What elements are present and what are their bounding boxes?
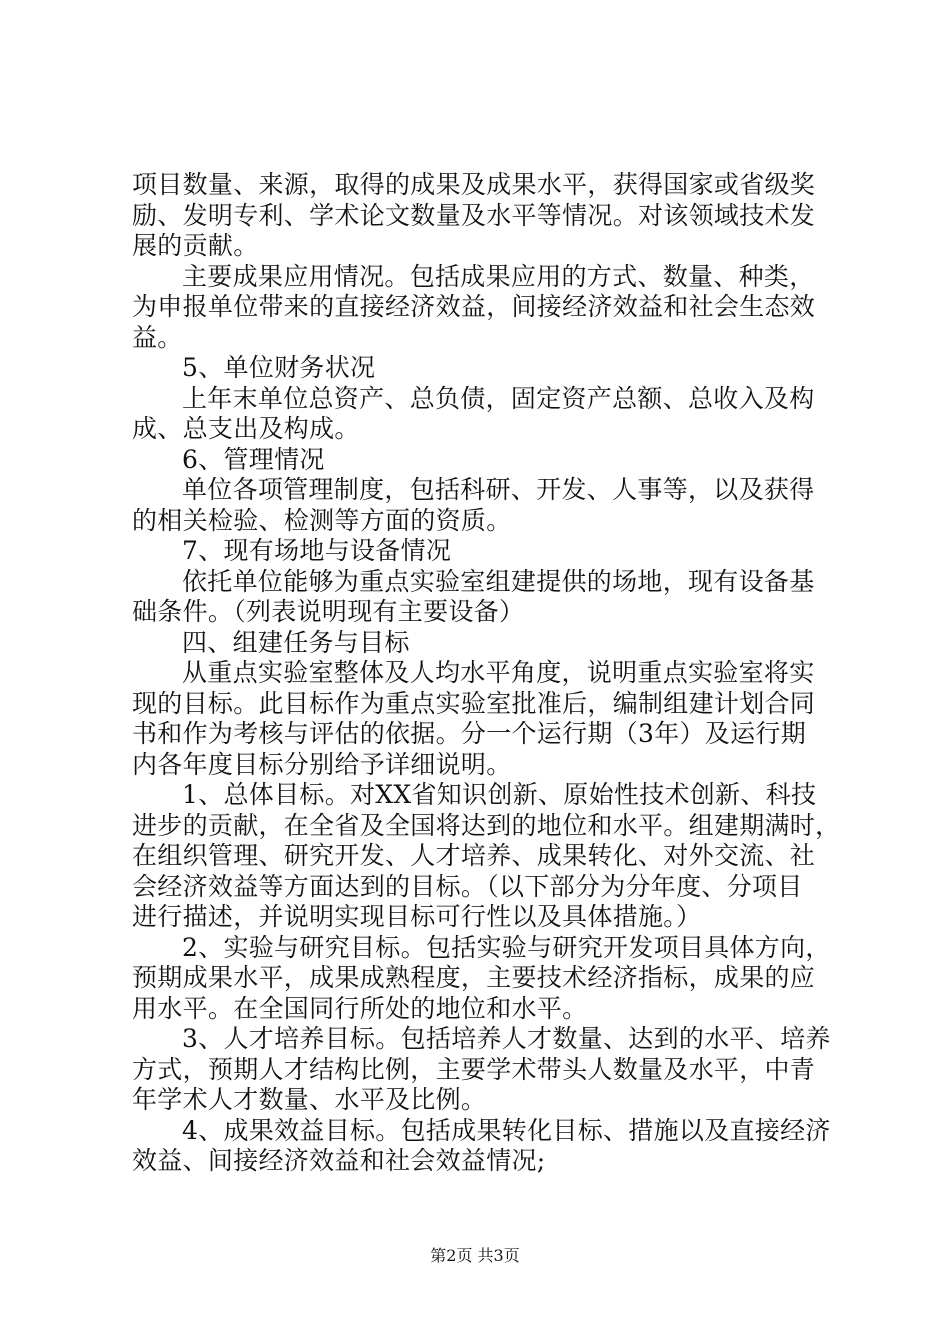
text-line: 础条件。（列表说明现有主要设备） bbox=[132, 597, 525, 626]
text-line: 展的贡献。 bbox=[132, 231, 259, 260]
text-line: 进步的贡献，在全省及全国将达到的地位和水平。组建期满时， bbox=[132, 810, 841, 840]
document-body bbox=[132, 170, 841, 1177]
text-line: 内各年度目标分别给予详细说明。 bbox=[132, 749, 512, 779]
text-line: 7、现有场地与设备情况 bbox=[182, 536, 452, 565]
text-line: 1、总体目标。对XX省知识创新、原始性技术创新、科技 bbox=[182, 780, 817, 809]
text-line: 依托单位能够为重点实验室组建提供的场地，现有设备基 bbox=[182, 566, 815, 596]
text-line: 励、发明专利、学术论文数量及水平等情况。对该领域技术发 bbox=[132, 200, 816, 230]
text-line: 会经济效益等方面达到的目标。（以下部分为分年度、分项目 bbox=[132, 871, 803, 901]
text-line: 3、人才培养目标。包括培养人才数量、达到的水平、培养 bbox=[182, 1024, 831, 1053]
text-line: 用水平。在全国同行所处的地位和水平。 bbox=[132, 993, 588, 1023]
text-line: 上年末单位总资产、总负债，固定资产总额、总收入及构 bbox=[182, 383, 815, 413]
page-number-label: 第2页 共3页 bbox=[430, 1246, 520, 1265]
text-line: 方式，预期人才结构比例，主要学术带头人数量及水平，中青 bbox=[132, 1054, 816, 1084]
text-line: 项目数量、来源，取得的成果及成果水平，获得国家或省级奖 bbox=[132, 170, 816, 199]
text-line: 主要成果应用情况。包括成果应用的方式、数量、种类， bbox=[182, 261, 815, 291]
text-line: 4、成果效益目标。包括成果转化目标、措施以及直接经济 bbox=[182, 1115, 831, 1145]
text-line: 单位各项管理制度，包括科研、开发、人事等，以及获得 bbox=[182, 475, 815, 504]
text-line: 2、实验与研究目标。包括实验与研究开发项目具体方向， bbox=[182, 932, 831, 962]
text-line: 益。 bbox=[132, 322, 183, 352]
text-line: 为申报单位带来的直接经济效益，间接经济效益和社会生态效 bbox=[132, 292, 816, 321]
text-line: 年学术人才数量、水平及比例。 bbox=[132, 1085, 487, 1114]
text-line: 现的目标。此目标作为重点实验室批准后，编制组建计划合同 bbox=[132, 688, 816, 718]
text-line: 的相关检验、检测等方面的资质。 bbox=[132, 505, 512, 535]
text-line: 效益、间接经济效益和社会效益情况; bbox=[132, 1146, 546, 1175]
page-footer bbox=[0, 1243, 950, 1266]
text-line: 进行描述，并说明实现目标可行性以及具体措施。） bbox=[132, 902, 702, 931]
text-line: 在组织管理、研究开发、人才培养、成果转化、对外交流、社 bbox=[132, 841, 816, 870]
text-line: 书和作为考核与评估的依据。分一个运行期（3年）及运行期 bbox=[132, 719, 807, 748]
text-line: 从重点实验室整体及人均水平角度，说明重点实验室将实 bbox=[182, 658, 815, 687]
text-line: 6、管理情况 bbox=[182, 444, 325, 474]
text-line: 5、单位财务状况 bbox=[182, 353, 376, 382]
text-line: 预期成果水平，成果成熟程度，主要技术经济指标，成果的应 bbox=[132, 963, 816, 992]
text-line: 四、组建任务与目标 bbox=[182, 627, 410, 657]
text-line: 成、总支出及构成。 bbox=[132, 414, 360, 443]
